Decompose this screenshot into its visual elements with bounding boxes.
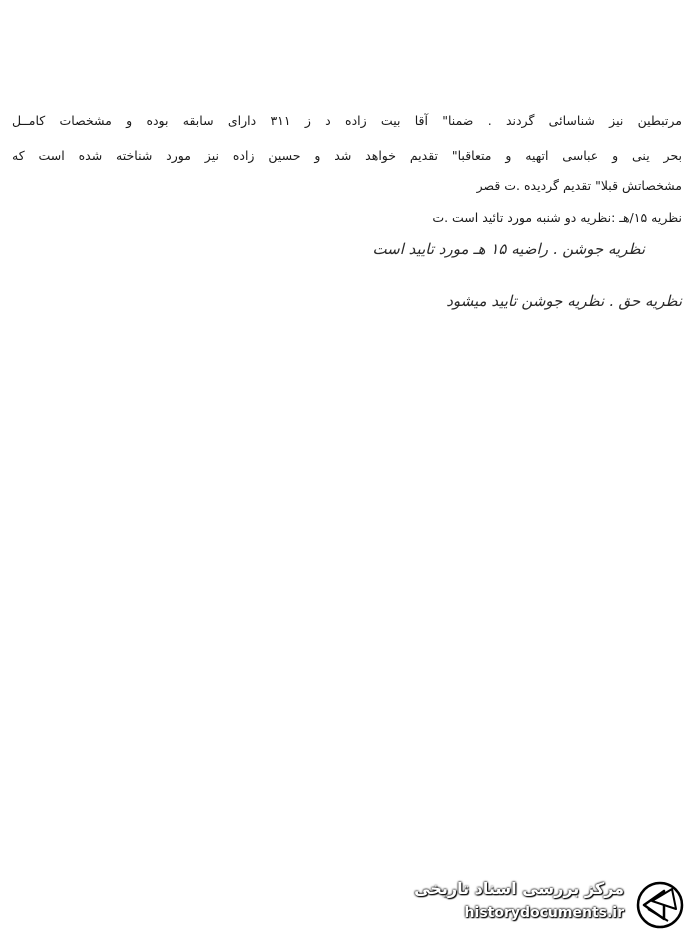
typed-line-2: بحر ینی و عباسی اتهیه و متعاقبا" تقدیم خواهد شد و حسین زاده نیز مورد شناخته شده است که (12, 148, 682, 163)
watermark-url: historydocuments.ir (464, 905, 624, 921)
watermark (406, 877, 686, 935)
typed-line-4: نظریه ۱۵/هـ :نظریه دو شنبه مورد تائید است .ت (432, 210, 682, 225)
typed-line-1: مرتبطین نیز شناسائی گردند . ضمنا" آقا بیت زاده د ز ۳۱۱ دارای سابقه بوده و مشخصات کامــل (12, 113, 682, 128)
watermark-logo-icon (634, 879, 686, 931)
handwritten-note-2: نظریه حق . نظریه جوشن تایید میشود (446, 292, 682, 310)
typed-line-3: مشخصاتش قبلا" تقدیم گردیده .ت قصر (476, 178, 682, 193)
watermark-title: مرکز بررسی اسناد تاریخی (414, 879, 624, 898)
handwritten-note-1: نظریه جوشن . راضیه ۱۵ هـ مورد تایید است (372, 240, 645, 258)
